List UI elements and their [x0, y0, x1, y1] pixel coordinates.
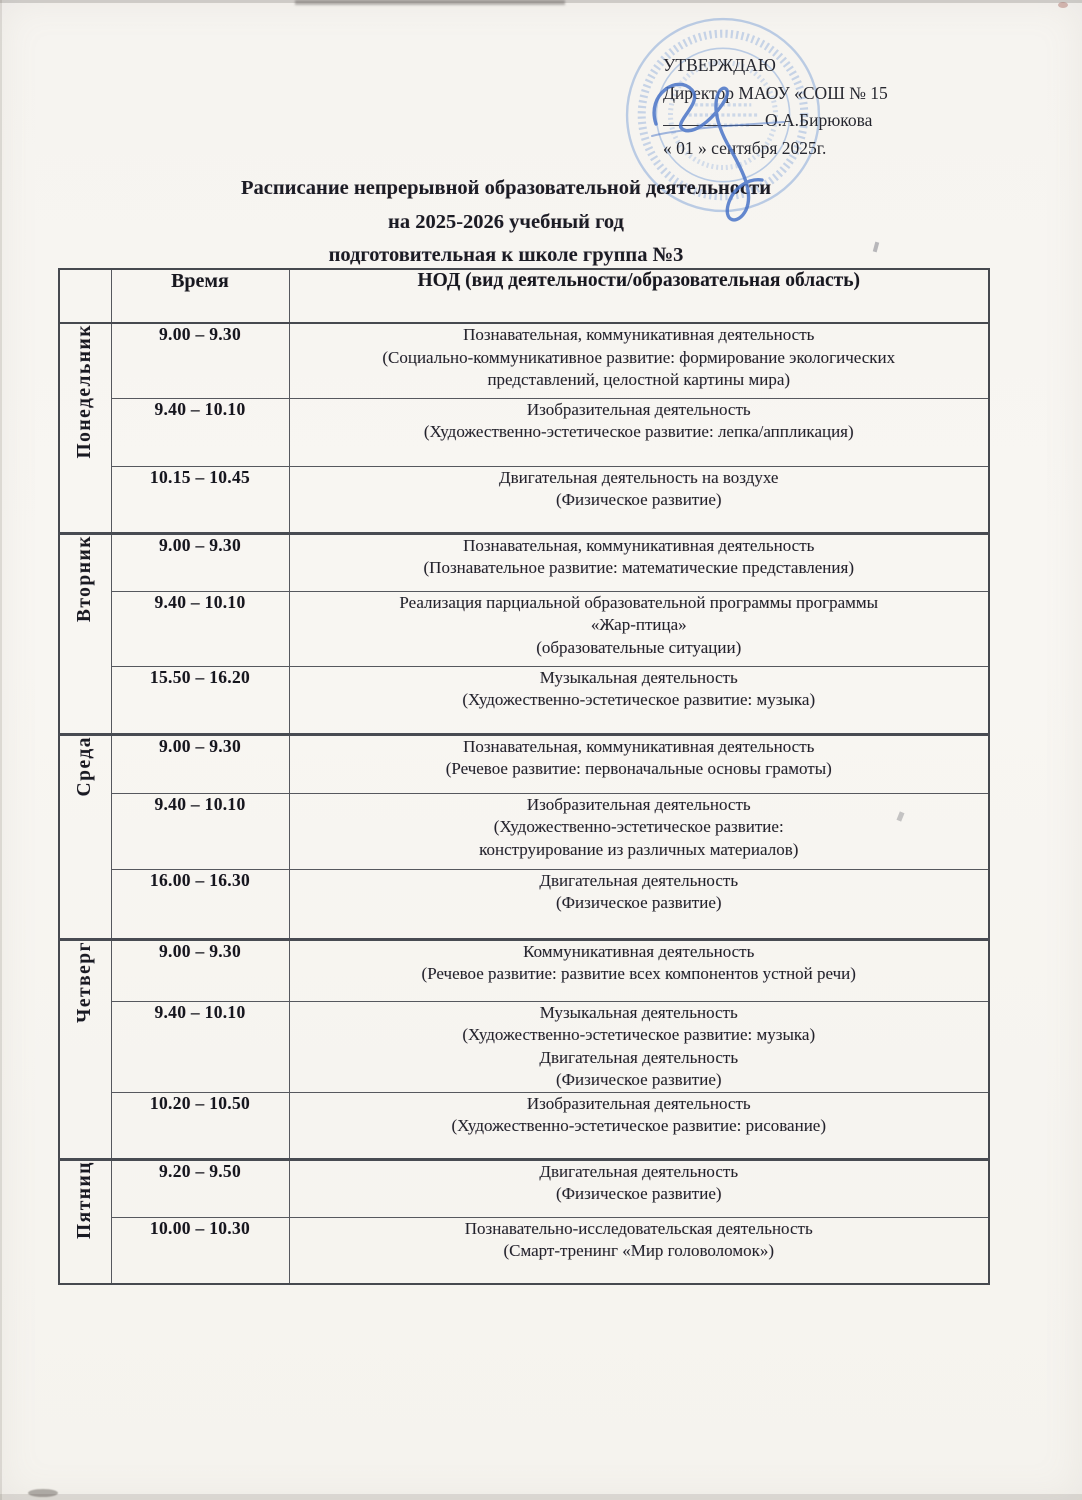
activity-line: конструирование из различных материалов) [479, 839, 799, 859]
director-signature [632, 58, 822, 233]
table-row [59, 734, 989, 793]
title-line-1: Расписание непрерывной образовательной деятельности [240, 177, 772, 199]
activity-line: Познавательная, коммуникативная деятельность [463, 325, 815, 344]
time-cell: 9.00 – 9.30 [111, 939, 289, 1001]
nod-column-header: НОД (вид деятельности/образовательная область) [289, 269, 989, 323]
activity-line: Изобразительная деятельность [526, 399, 751, 419]
activity-line: (Художественно-эстетическое развитие: рисование) [451, 1116, 827, 1135]
activity-cell [289, 466, 989, 533]
activity-line: Познавательная, коммуникативная деятельность [463, 535, 815, 555]
director-name: О.А.Бирюкова [765, 110, 873, 130]
activity-cell [289, 323, 989, 398]
table-row [59, 1217, 989, 1284]
time-cell: 15.50 – 16.20 [111, 666, 289, 734]
time-cell: 9.40 – 10.10 [111, 1001, 289, 1092]
activity-cell [289, 869, 989, 939]
table-row [59, 398, 989, 466]
time-cell: 10.20 – 10.50 [111, 1092, 289, 1159]
table-row [59, 1159, 989, 1217]
activity-line: (Речевое развитие: развитие всех компонентов устной речи) [421, 964, 856, 983]
day-column-header [59, 269, 111, 323]
activity-cell [289, 1217, 989, 1284]
day-label-thursday: Четверг [59, 939, 111, 1159]
time-cell: 9.20 – 9.50 [111, 1159, 289, 1217]
activity-line: Познавательно-исследовательская деятельность [464, 1218, 813, 1238]
activity-line: Двигательная деятельность [539, 1161, 739, 1181]
activity-line: (Физическое развитие) [555, 1184, 722, 1203]
table-row [59, 1092, 989, 1159]
activity-line: (Физическое развитие) [555, 893, 722, 912]
time-column-header: Время [111, 269, 289, 323]
time-cell: 9.40 – 10.10 [111, 398, 289, 466]
activity-line: (образовательные ситуации) [536, 637, 742, 657]
approval-date-line: « 01 » сентября 2025г. [663, 137, 827, 158]
activity-cell [289, 398, 989, 466]
activity-line: Изобразительная деятельность [526, 794, 751, 814]
activity-cell [289, 533, 989, 591]
activity-line: (Социально-коммуникативное развитие: формирование экологических [382, 347, 896, 367]
activity-line: Коммуникативная деятельность [523, 941, 755, 961]
activity-line: Музыкальная деятельность [539, 1002, 738, 1022]
table-row [59, 869, 989, 939]
approval-word: УТВЕРЖДАЮ [663, 55, 776, 75]
activity-cell [289, 1159, 989, 1217]
table-row [59, 939, 989, 1001]
scan-artifact [1058, 2, 1068, 8]
time-cell: 16.00 – 16.30 [111, 869, 289, 939]
activity-line: Двигательная деятельность [539, 870, 739, 890]
day-label-monday: Понедельник [59, 323, 111, 533]
table-row [59, 591, 989, 666]
day-label-wednesday: Среда [59, 734, 111, 939]
activity-cell [289, 793, 989, 869]
scan-artifact [28, 1489, 58, 1497]
activity-line: (Художественно-эстетическое развитие: музыка) [462, 690, 816, 709]
time-cell: 10.00 – 10.30 [111, 1217, 289, 1284]
time-cell: 9.40 – 10.10 [111, 793, 289, 869]
table-row [59, 466, 989, 533]
activity-line: (Художественно-эстетическое развитие: [493, 817, 784, 836]
scan-artifact [0, 0, 1082, 3]
time-cell: 9.00 – 9.30 [111, 734, 289, 793]
activity-line: Музыкальная деятельность [539, 667, 738, 687]
time-cell: 9.00 – 9.30 [111, 323, 289, 398]
approval-director-line: Директор МАОУ «СОШ № 15 [663, 82, 888, 103]
activity-cell [289, 1092, 989, 1159]
day-label-friday: Пятниц [59, 1159, 111, 1284]
activity-line: (Физическое развитие) [555, 1070, 722, 1089]
activity-line: (Художественно-эстетическое развитие: музыка) [462, 1025, 816, 1044]
table-row [59, 533, 989, 591]
scan-artifact [295, 0, 565, 5]
table-header-row [59, 269, 989, 323]
activity-line: «Жар-птица» [590, 615, 687, 634]
day-label-tuesday: Вторник [59, 533, 111, 734]
scan-artifact [0, 1494, 1082, 1500]
schedule-table [58, 268, 990, 1285]
title-line-3: подготовительная к школе группа №3 [328, 244, 684, 266]
activity-line: Познавательная, коммуникативная деятельность [463, 736, 815, 756]
page-title [0, 172, 1012, 273]
title-line-2: на 2025-2026 учебный год [388, 210, 624, 233]
activity-line: (Познавательное развитие: математические представления) [423, 558, 854, 577]
table-row [59, 793, 989, 869]
table-row [59, 323, 989, 398]
activity-line: (Смарт-тренинг «Мир головоломок») [503, 1241, 775, 1260]
activity-cell [289, 939, 989, 1001]
activity-line: Реализация парциальной образовательной программы программы [399, 592, 879, 612]
time-cell: 9.40 – 10.10 [111, 591, 289, 666]
activity-cell [289, 666, 989, 734]
activity-line: (Художественно-эстетическое развитие: лепка/аппликация) [423, 422, 854, 441]
activity-line: Двигательная деятельность на воздухе [499, 467, 779, 487]
table-row [59, 1001, 989, 1092]
activity-cell [289, 1001, 989, 1092]
table-row [59, 666, 989, 734]
activity-line: (Физическое развитие) [555, 490, 722, 509]
activity-cell [289, 734, 989, 793]
activity-line: Двигательная деятельность [539, 1047, 739, 1067]
activity-line: (Речевое развитие: первоначальные основы грамоты) [445, 759, 832, 778]
time-cell: 10.15 – 10.45 [111, 466, 289, 533]
time-cell: 9.00 – 9.30 [111, 533, 289, 591]
activity-cell [289, 591, 989, 666]
activity-line: представлений, целостной картины мира) [487, 370, 791, 389]
activity-line: Изобразительная деятельность [526, 1093, 751, 1113]
